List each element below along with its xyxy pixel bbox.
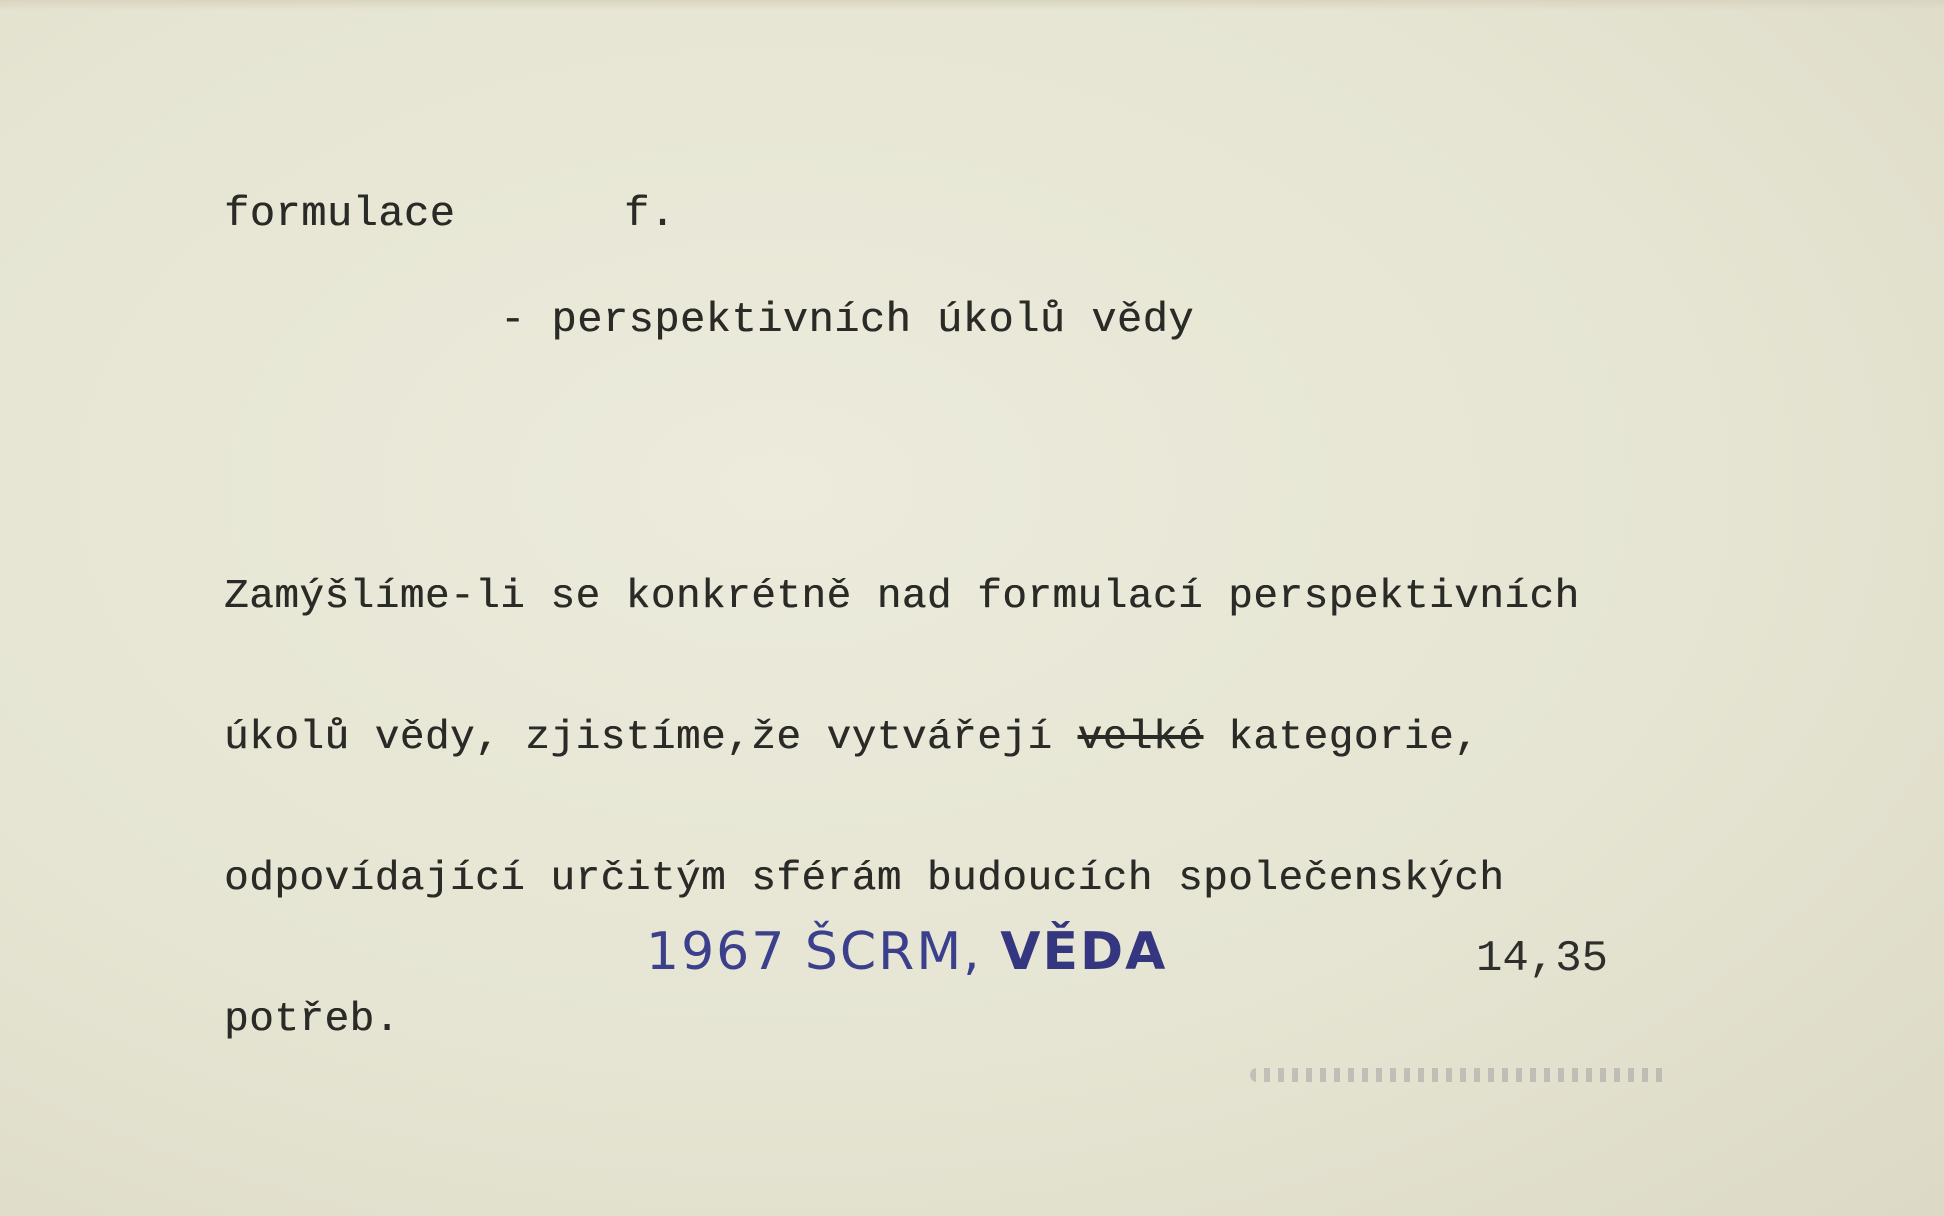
citation-line-1: Zamýšlíme-li se konkrétně nad formulací perspektivních [224,574,1580,620]
subentry: - perspektivních úkolů vědy [500,296,1195,344]
page-reference: 14,35 [1476,934,1609,984]
citation-line-2-end: kategorie, [1203,715,1480,761]
citation-line-4: potřeb. [224,997,400,1043]
citation-line-2 [224,715,1884,762]
citation-text [224,480,1884,1138]
struck-word: velké [1077,715,1204,761]
card-top-edge [0,0,1944,10]
source-stamp [646,922,1167,982]
source-stamp-year-publisher: 1967 ŠCRM, [646,922,982,982]
grammar-label: f. [624,190,676,238]
citation-line-2-start: úkolů vědy, zjistíme,že vytvářejí [224,715,1078,761]
ink-smudge [1250,1068,1670,1082]
headword: formulace [224,190,456,238]
source-stamp-title: VĚDA [1000,922,1168,982]
citation-line-3: odpovídající určitým sférám budoucích společenských [224,856,1505,902]
